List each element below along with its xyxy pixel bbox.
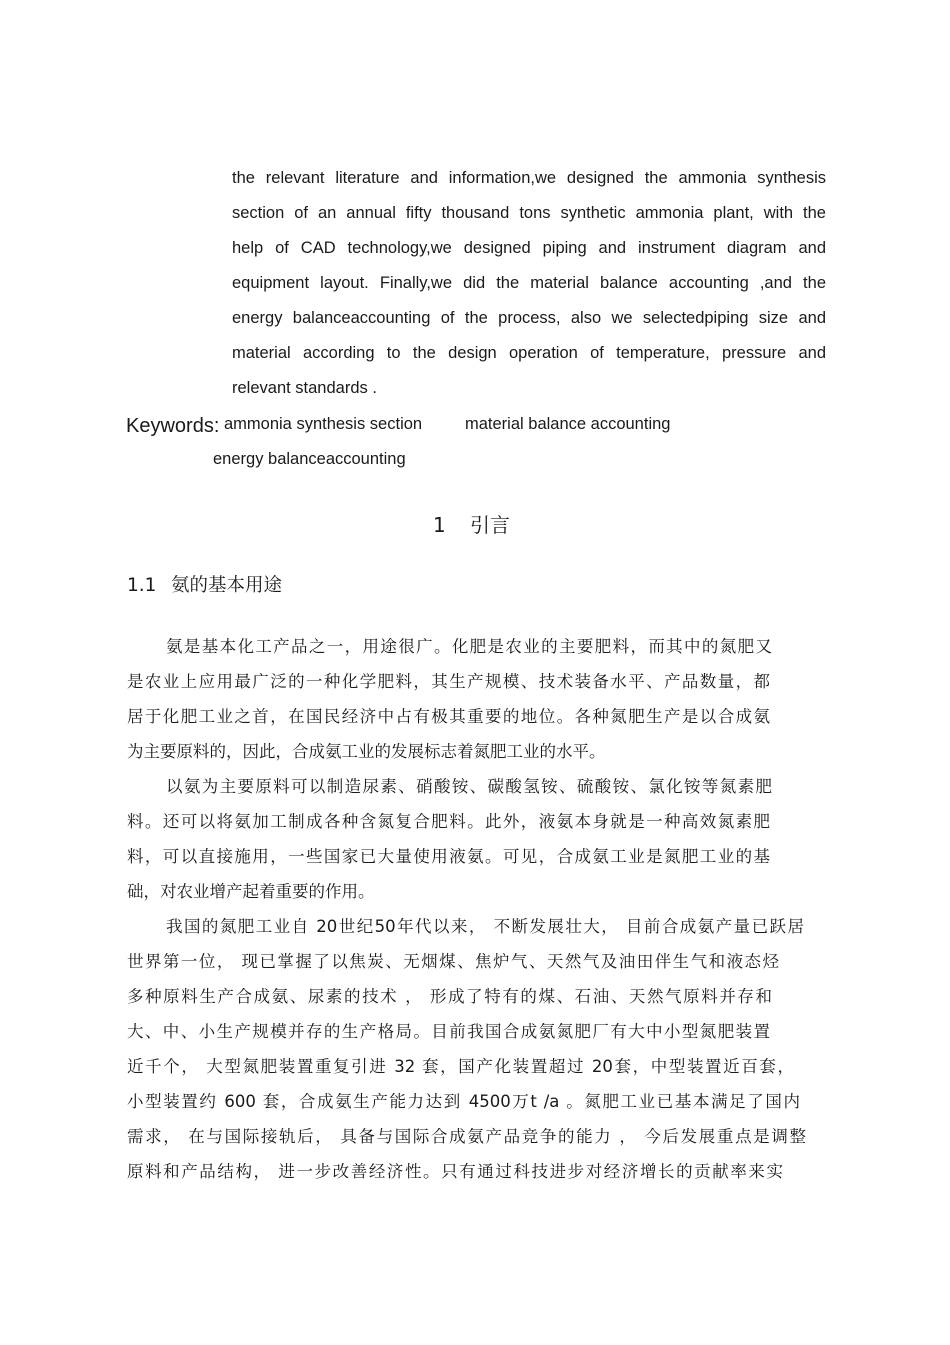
abstract-line: the relevant literature and information,we designed the ammonia synthesis — [232, 169, 826, 187]
abstract-line: help of CAD technology,we designed piping and instrument diagram and — [232, 239, 826, 257]
chapter-number: 1 — [433, 513, 446, 537]
chapter-title: 引言 — [470, 513, 510, 537]
abstract-line: equipment layout. Finally,we did the material balance accounting ,and the — [232, 274, 826, 292]
paragraph-line: 我国的氮肥工业自 20世纪50年代以来， 不断发展壮大， 目前合成氨产量已跃居 — [166, 917, 804, 936]
paragraph-line: 需求， 在与国际接轨后， 具备与国际合成氨产品竞争的能力 ， 今后发展重点是调整 — [127, 1127, 806, 1146]
paragraph-line: 是农业上应用最广泛的一种化学肥料，其生产规模、技术装备水平、产品数量，都 — [127, 672, 770, 691]
abstract-line: energy balanceaccounting of the process, also we selectedpiping size and — [232, 309, 826, 327]
paragraph-line: 近千个， 大型氮肥装置重复引进 32 套，国产化装置超过 20套，中型装置近百套， — [127, 1057, 794, 1076]
paragraph-line: 大、中、小生产规模并存的生产格局。目前我国合成氨氮肥厂有大中小型氮肥装置 — [127, 1022, 770, 1041]
abstract-line: section of an annual fifty thousand tons synthetic ammonia plant, with the — [232, 204, 826, 222]
paragraph-line: 原料和产品结构， 进一步改善经济性。只有通过科技进步对经济增长的贡献率来实 — [127, 1162, 783, 1181]
paragraph-line: 础，对农业增产起着重要的作用。 — [127, 882, 375, 901]
paragraph-line: 居于化肥工业之首，在国民经济中占有极其重要的地位。各种氮肥生产是以合成氨 — [127, 707, 770, 726]
paragraph-line: 为主要原料的，因此，合成氨工业的发展标志着氮肥工业的水平。 — [127, 742, 606, 761]
keyword-item: material balance accounting — [465, 415, 671, 433]
paragraph-line: 料，可以直接施用，一些国家已大量使用液氨。可见，合成氨工业是氮肥工业的基 — [127, 847, 770, 866]
paragraph-line: 以氨为主要原料可以制造尿素、硝酸铵、碳酸氢铵、硫酸铵、氯化铵等氮素肥 — [166, 777, 772, 796]
paragraph-line: 料。还可以将氨加工制成各种含氮复合肥料。此外，液氨本身就是一种高效氮素肥 — [127, 812, 770, 831]
keywords-label: Keywords: — [126, 415, 220, 437]
abstract-line: relevant standards . — [232, 379, 377, 397]
keyword-item: ammonia synthesis section — [224, 415, 423, 433]
abstract-line: material according to the design operation of temperature, pressure and — [232, 344, 826, 362]
section-number: 1.1 — [127, 575, 157, 596]
paragraph-line: 氨是基本化工产品之一，用途很广。化肥是农业的主要肥料，而其中的氮肥又 — [166, 637, 772, 656]
section-title: 氨的基本用途 — [171, 575, 283, 596]
keyword-item: energy balanceaccounting — [213, 450, 406, 468]
paragraph-line: 小型装置约 600 套，合成氨生产能力达到 4500万t /a 。氮肥工业已基本满足了国内 — [127, 1092, 800, 1111]
paragraph-line: 世界第一位， 现已掌握了以焦炭、无烟煤、焦炉气、天然气及油田伴生气和液态烃 — [127, 952, 779, 971]
paragraph-line: 多种原料生产合成氨、尿素的技术 ， 形成了特有的煤、石油、天然气原料并存和 — [127, 987, 772, 1006]
